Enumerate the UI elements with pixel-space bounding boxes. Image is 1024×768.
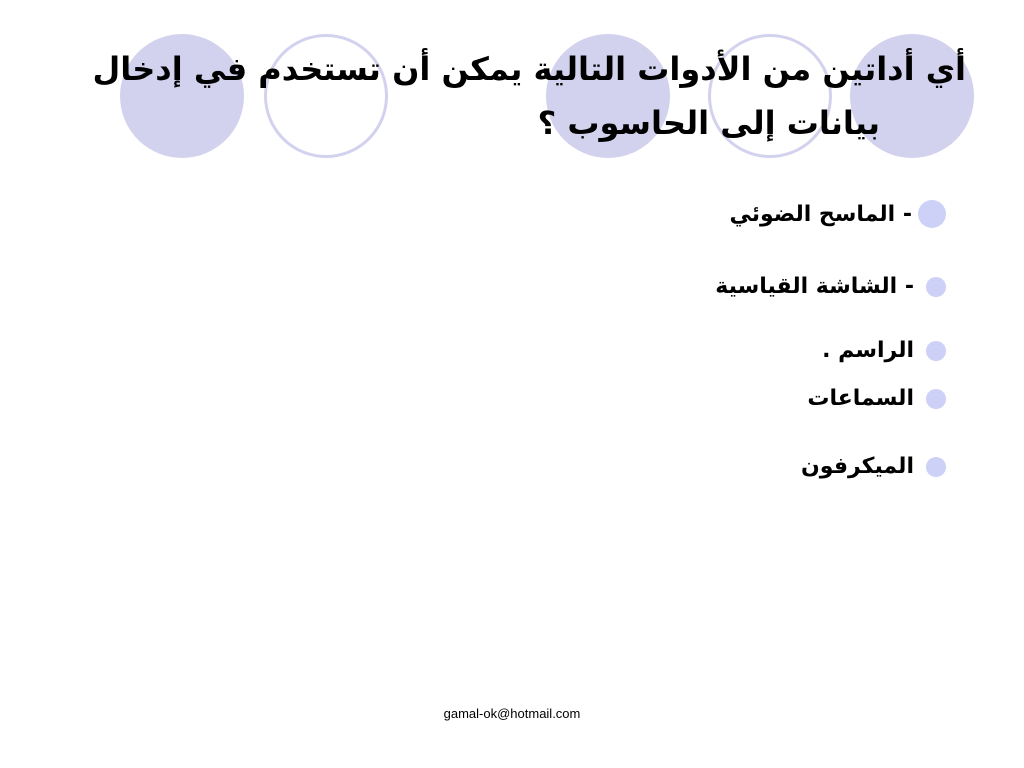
list-item-text: الراسم . bbox=[822, 338, 914, 363]
bullet-dot-icon bbox=[926, 341, 946, 361]
list-item-text: الميكرفون bbox=[801, 454, 914, 479]
list-item-text: - الماسح الضوئي bbox=[729, 201, 912, 227]
bullet-dot-icon bbox=[926, 457, 946, 477]
list-item bbox=[807, 386, 946, 411]
footer-email: gamal-ok@hotmail.com bbox=[443, 706, 581, 721]
slide-title-line-1: أي أداتين من الأدوات التالية يمكن أن تستخدم في إدخال bbox=[92, 50, 966, 88]
list-item-text: السماعات bbox=[807, 386, 914, 411]
slide-title-line-2: بيانات إلى الحاسوب ؟ bbox=[537, 104, 880, 142]
list-item bbox=[801, 454, 946, 479]
bullet-dot-icon bbox=[926, 389, 946, 409]
list-item bbox=[729, 200, 946, 228]
bullet-dot-icon bbox=[918, 200, 946, 228]
list-item-text: - الشاشة القياسية bbox=[715, 274, 914, 299]
slide-title bbox=[86, 42, 966, 150]
list-item bbox=[822, 338, 946, 363]
bullet-dot-icon bbox=[926, 277, 946, 297]
list-item bbox=[715, 274, 946, 299]
